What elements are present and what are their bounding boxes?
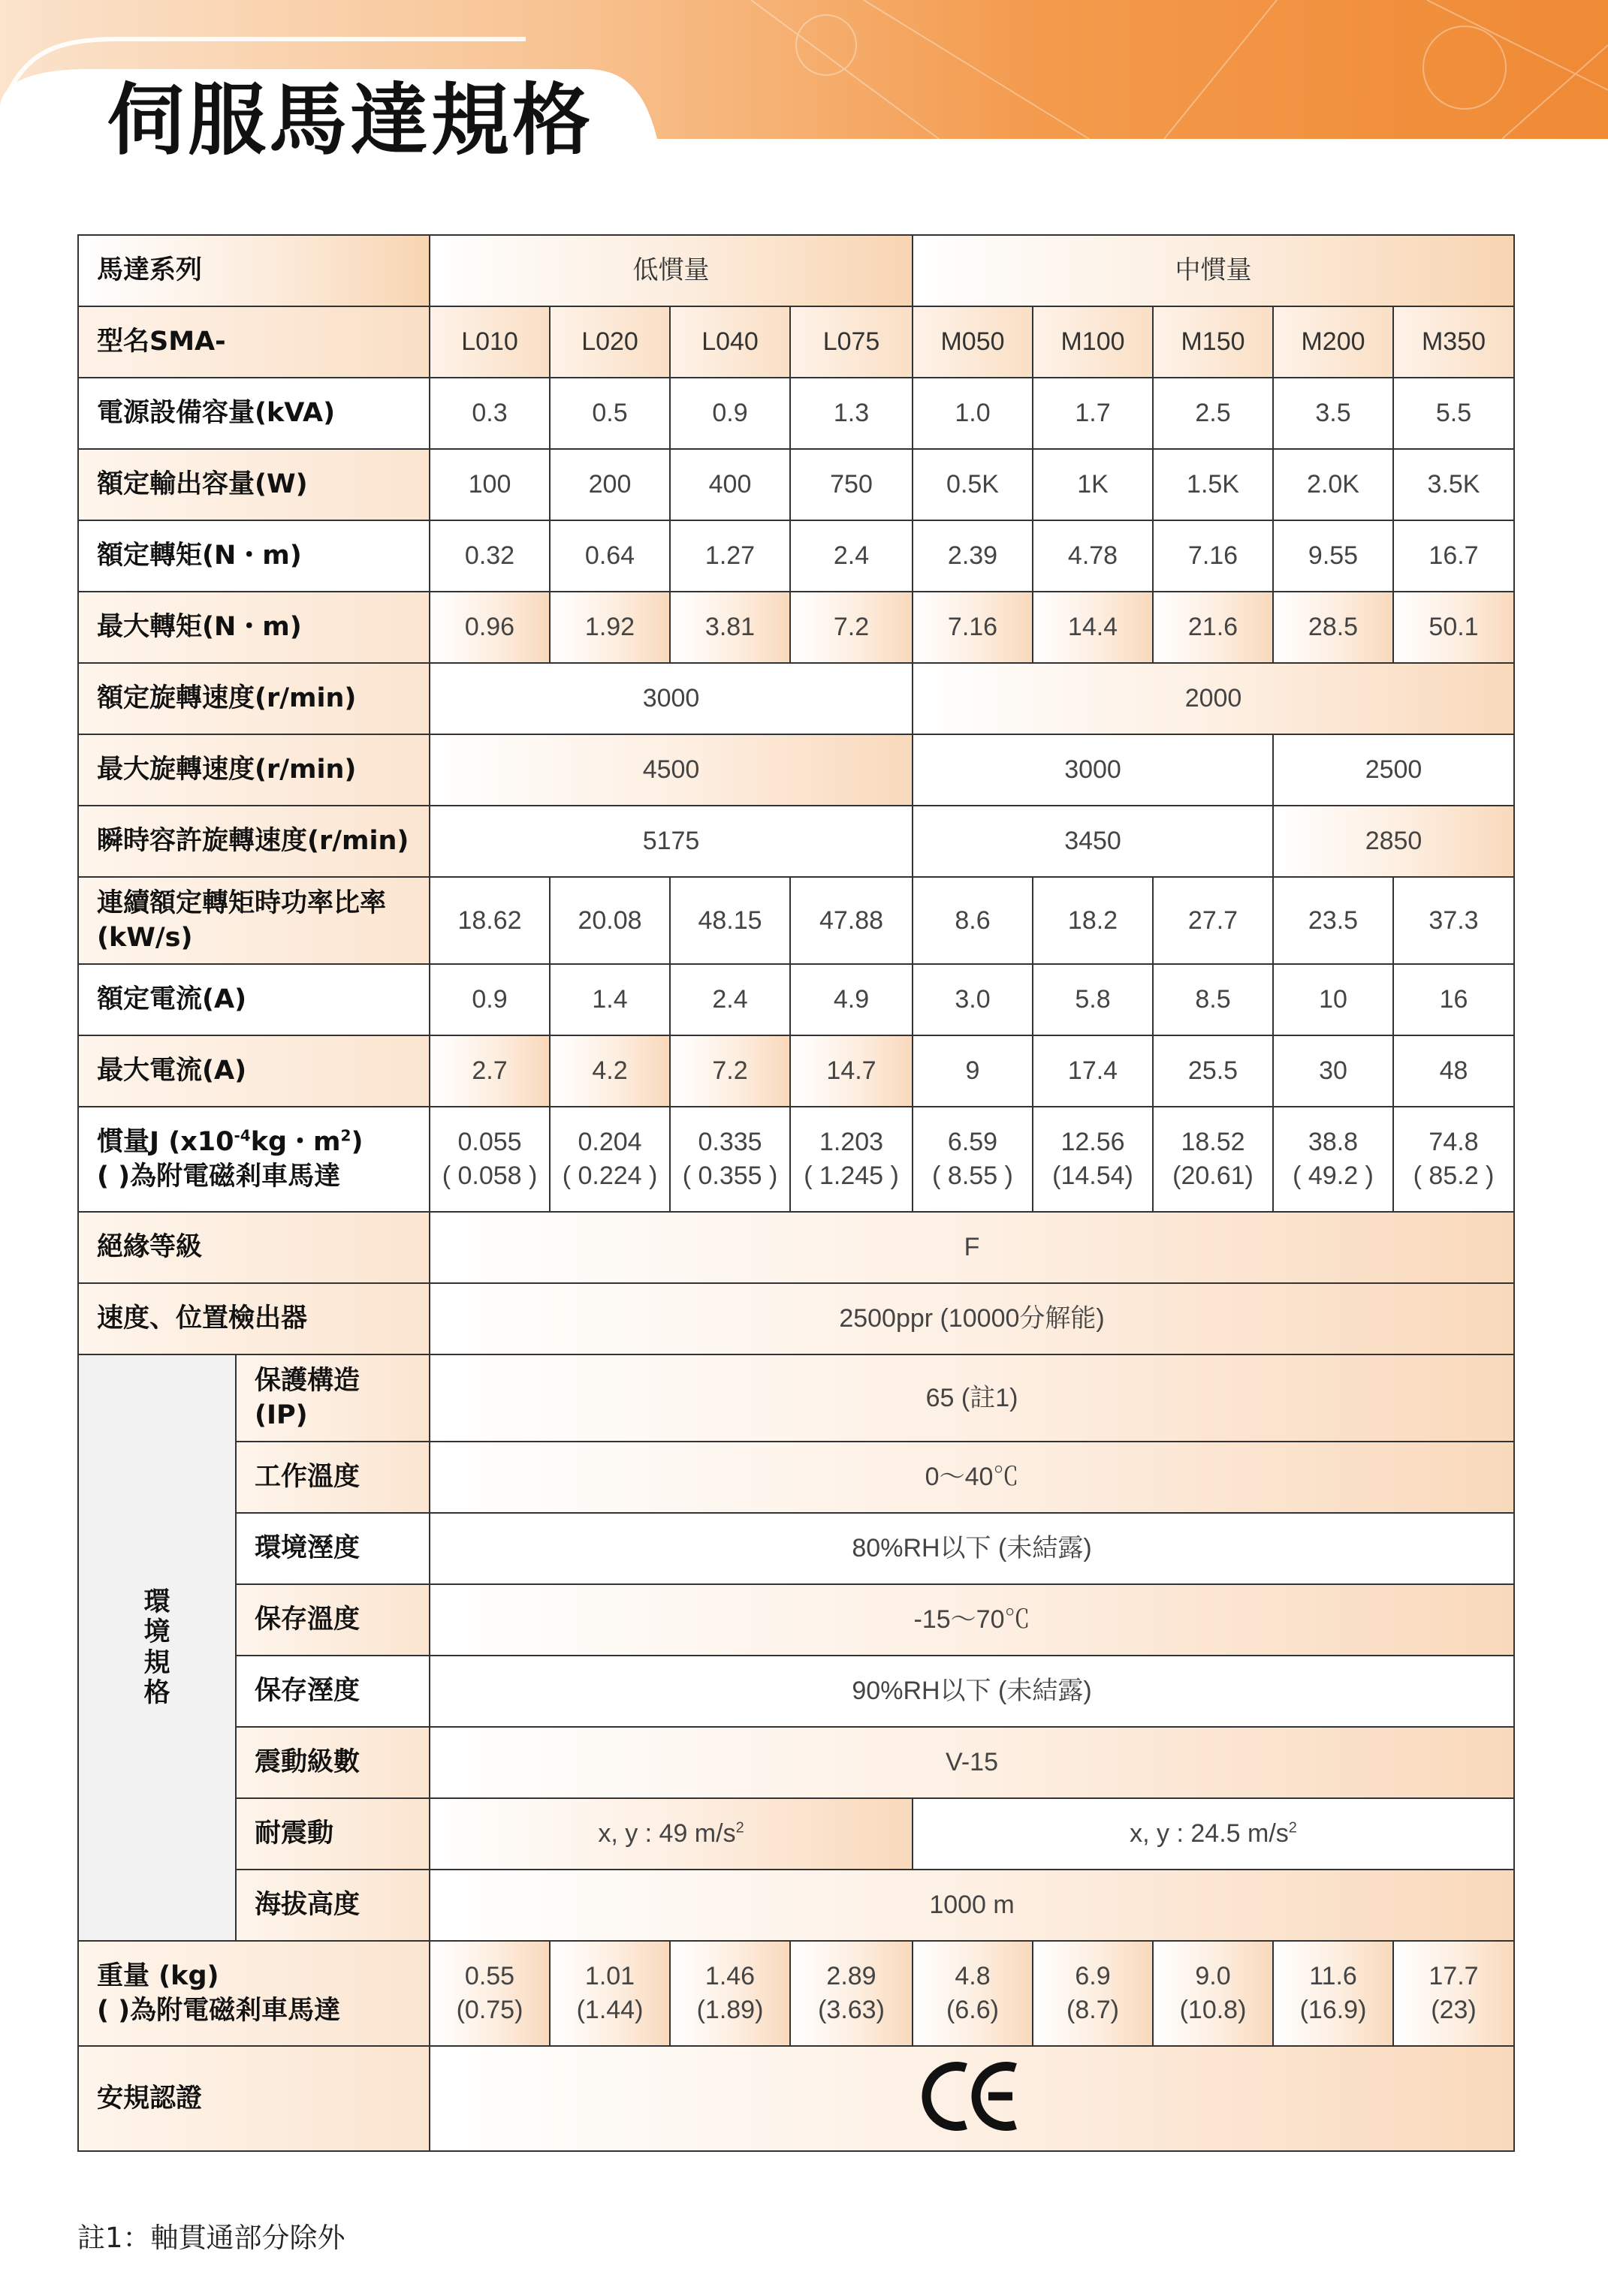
power-rate-label: [78, 877, 430, 964]
max-current-value: 7.2: [670, 1035, 790, 1107]
inertia-value: [913, 1107, 1033, 1212]
power-row: [78, 449, 1514, 520]
vibration-mid-exp: 2: [1288, 1819, 1297, 1836]
model-cell: L075: [790, 306, 913, 378]
power-rate-value: 37.3: [1393, 877, 1514, 964]
current-value: 1.4: [550, 964, 670, 1035]
weight-value: [550, 1941, 670, 2046]
torque-value: 0.64: [550, 520, 670, 592]
weight-brake: (1.44): [576, 1996, 644, 2024]
torque-value: 9.55: [1273, 520, 1393, 592]
torque-value: 1.27: [670, 520, 790, 592]
power-rate-value: 8.6: [913, 877, 1033, 964]
kva-value: 2.5: [1153, 378, 1273, 449]
encoder-label: 速度、位置檢出器: [78, 1283, 430, 1354]
weight-label-line2: ( )為附電磁剎車馬達: [97, 1996, 341, 2026]
max-speed-mid-b: 2500: [1273, 734, 1514, 806]
current-value: 8.5: [1153, 964, 1273, 1035]
inertia-label-pre: 慣量J (x10: [97, 1126, 234, 1157]
torque-value: 7.16: [1153, 520, 1273, 592]
power-value: 2.0K: [1273, 449, 1393, 520]
ce-mark-icon: [919, 2059, 1024, 2134]
humidity-value: 80%RH以下 (未結露): [430, 1513, 1514, 1584]
storage-temp-row: [78, 1584, 1514, 1656]
instant-speed-label: 瞬時容許旋轉速度(r/min): [78, 806, 430, 877]
instant-speed-mid-a: 3450: [913, 806, 1273, 877]
storage-humidity-value: 90%RH以下 (未結露): [430, 1656, 1514, 1727]
current-value: 5.8: [1033, 964, 1153, 1035]
kva-value: 3.5: [1273, 378, 1393, 449]
ip-label-line1: 保護構造: [255, 1365, 361, 1396]
inertia-value: [670, 1107, 790, 1212]
max-current-label: 最大電流(A): [78, 1035, 430, 1107]
kva-value: 1.3: [790, 378, 913, 449]
rated-speed-row: [78, 663, 1514, 734]
torque-label: 額定轉矩(N・m): [78, 520, 430, 592]
ip-label-line2: (IP): [255, 1400, 308, 1430]
inertia-brake: ( 0.355 ): [682, 1162, 778, 1190]
power-value: 1K: [1033, 449, 1153, 520]
page-title: 伺服馬達規格: [107, 74, 594, 166]
instant-speed-mid-b: 2850: [1273, 806, 1514, 877]
max-current-value: 48: [1393, 1035, 1514, 1107]
weight-main: 17.7: [1428, 1962, 1479, 1991]
weight-value: [1393, 1941, 1514, 2046]
inertia-main: 74.8: [1428, 1128, 1479, 1157]
current-value: 4.9: [790, 964, 913, 1035]
max-torque-row: [78, 592, 1514, 663]
inertia-value: [1033, 1107, 1153, 1212]
torque-value: 4.78: [1033, 520, 1153, 592]
inertia-row: [78, 1107, 1514, 1212]
inertia-value: [790, 1107, 913, 1212]
model-cell: M200: [1273, 306, 1393, 378]
torque-value: 16.7: [1393, 520, 1514, 592]
inertia-brake: ( 8.55 ): [932, 1162, 1013, 1190]
torque-row: [78, 520, 1514, 592]
environment-group-text: 環境規格: [143, 1587, 170, 1708]
inertia-brake: ( 0.224 ): [562, 1162, 658, 1190]
vibration-low-exp: 2: [735, 1819, 744, 1836]
inertia-main: 0.204: [578, 1128, 642, 1157]
inertia-value: [1153, 1107, 1273, 1212]
inertia-main: 0.335: [698, 1128, 762, 1157]
weight-brake: (16.9): [1299, 1996, 1367, 2024]
inertia-value: [550, 1107, 670, 1212]
inertia-main: 0.055: [457, 1128, 522, 1157]
inertia-main: 12.56: [1060, 1128, 1125, 1157]
weight-value: [913, 1941, 1033, 2046]
series-mid-inertia: 中慣量: [913, 235, 1514, 306]
model-row: [78, 306, 1514, 378]
power-rate-label-line2: (kW/s): [97, 923, 193, 953]
series-label: 馬達系列: [78, 235, 430, 306]
kva-value: 0.3: [430, 378, 550, 449]
rated-speed-label: 額定旋轉速度(r/min): [78, 663, 430, 734]
weight-main: 1.01: [584, 1962, 635, 1991]
weight-main: 11.6: [1309, 1962, 1357, 1991]
max-torque-label: 最大轉矩(N・m): [78, 592, 430, 663]
torque-value: 2.39: [913, 520, 1033, 592]
vibration-row: [78, 1798, 1514, 1870]
spec-table: [77, 234, 1515, 2152]
weight-main: 1.46: [704, 1962, 756, 1991]
power-rate-label-line1: 連續額定轉矩時功率比率: [97, 887, 387, 918]
footnote: 註1：軸貫通部分除外: [77, 2222, 345, 2254]
weight-brake: (6.6): [946, 1996, 999, 2024]
inertia-label-post: ): [351, 1126, 364, 1157]
kva-value: 0.9: [670, 378, 790, 449]
inertia-value: [430, 1107, 550, 1212]
weight-row: [78, 1941, 1514, 2046]
ip-label: [236, 1354, 430, 1442]
power-value: 0.5K: [913, 449, 1033, 520]
max-current-value: 30: [1273, 1035, 1393, 1107]
current-value: 2.4: [670, 964, 790, 1035]
weight-main: 4.8: [955, 1962, 991, 1991]
inertia-label-line1: [97, 1125, 429, 1159]
weight-value: [1153, 1941, 1273, 2046]
weight-value: [790, 1941, 913, 2046]
max-torque-value: 1.92: [550, 592, 670, 663]
power-rate-value: 18.62: [430, 877, 550, 964]
max-torque-value: 7.16: [913, 592, 1033, 663]
max-speed-low: 4500: [430, 734, 913, 806]
power-value: 200: [550, 449, 670, 520]
kva-value: 1.0: [913, 378, 1033, 449]
model-cell: M100: [1033, 306, 1153, 378]
inertia-brake: ( 1.245 ): [804, 1162, 899, 1190]
max-speed-mid-a: 3000: [913, 734, 1273, 806]
altitude-row: [78, 1870, 1514, 1941]
current-row: [78, 964, 1514, 1035]
weight-brake: (3.63): [818, 1996, 885, 2024]
max-torque-value: 28.5: [1273, 592, 1393, 663]
model-cell: M150: [1153, 306, 1273, 378]
weight-brake: (10.8): [1179, 1996, 1247, 2024]
inertia-main: 1.203: [819, 1128, 884, 1157]
inertia-main: 18.52: [1181, 1128, 1245, 1157]
inertia-brake: (20.61): [1172, 1162, 1254, 1190]
vibration-low: [430, 1798, 913, 1870]
vibration-label: 耐震動: [236, 1798, 430, 1870]
weight-label: [78, 1941, 430, 2046]
inertia-brake: ( 49.2 ): [1293, 1162, 1374, 1190]
max-current-value: 25.5: [1153, 1035, 1273, 1107]
insulation-label: 絕緣等級: [78, 1212, 430, 1283]
weight-brake: (0.75): [456, 1996, 523, 2024]
model-cell: M050: [913, 306, 1033, 378]
current-label: 額定電流(A): [78, 964, 430, 1035]
storage-temp-value: -15～70℃: [430, 1584, 1514, 1656]
power-rate-row: [78, 877, 1514, 964]
storage-temp-label: 保存溫度: [236, 1584, 430, 1656]
weight-main: 9.0: [1195, 1962, 1231, 1991]
power-rate-value: 20.08: [550, 877, 670, 964]
max-speed-label: 最大旋轉速度(r/min): [78, 734, 430, 806]
op-temp-label: 工作溫度: [236, 1442, 430, 1513]
weight-value: [670, 1941, 790, 2046]
storage-humidity-label: 保存溼度: [236, 1656, 430, 1727]
kva-value: 0.5: [550, 378, 670, 449]
max-torque-value: 3.81: [670, 592, 790, 663]
weight-label-line1: 重量 (kg): [97, 1960, 219, 1991]
vibration-low-text: x, y : 49 m/s: [598, 1819, 736, 1849]
power-label: 額定輸出容量(W): [78, 449, 430, 520]
model-cell: L040: [670, 306, 790, 378]
max-current-value: 2.7: [430, 1035, 550, 1107]
op-temp-value: 0～40℃: [430, 1442, 1514, 1513]
inertia-value: [1273, 1107, 1393, 1212]
insulation-row: [78, 1212, 1514, 1283]
power-value: 1.5K: [1153, 449, 1273, 520]
insulation-value: F: [430, 1212, 1514, 1283]
weight-brake: (8.7): [1066, 1996, 1119, 2024]
weight-main: 0.55: [464, 1962, 515, 1991]
torque-value: 0.32: [430, 520, 550, 592]
power-rate-value: 23.5: [1273, 877, 1393, 964]
power-value: 750: [790, 449, 913, 520]
inertia-label-mid: kg・m: [250, 1126, 341, 1157]
inertia-label-exp: -4: [234, 1126, 251, 1145]
kva-label: 電源設備容量(kVA): [78, 378, 430, 449]
max-torque-value: 0.96: [430, 592, 550, 663]
max-current-row: [78, 1035, 1514, 1107]
max-torque-value: 50.1: [1393, 592, 1514, 663]
encoder-value: 2500ppr (10000分解能): [430, 1283, 1514, 1354]
humidity-label: 環境溼度: [236, 1513, 430, 1584]
inertia-value: [1393, 1107, 1514, 1212]
humidity-row: [78, 1513, 1514, 1584]
vibration-mid: [913, 1798, 1514, 1870]
current-value: 3.0: [913, 964, 1033, 1035]
instant-speed-low: 5175: [430, 806, 913, 877]
weight-brake: (1.89): [696, 1996, 764, 2024]
altitude-value: 1000 m: [430, 1870, 1514, 1941]
inertia-brake: (14.54): [1052, 1162, 1133, 1190]
model-cell: L020: [550, 306, 670, 378]
weight-value: [1273, 1941, 1393, 2046]
max-torque-value: 14.4: [1033, 592, 1153, 663]
vibration-class-value: V-15: [430, 1727, 1514, 1798]
instant-speed-row: [78, 806, 1514, 877]
power-rate-value: 47.88: [790, 877, 913, 964]
model-label: 型名SMA-: [78, 306, 430, 378]
inertia-brake: ( 85.2 ): [1413, 1162, 1495, 1190]
power-value: 100: [430, 449, 550, 520]
storage-humidity-row: [78, 1656, 1514, 1727]
inertia-label-line2: ( )為附電磁剎車馬達: [97, 1162, 341, 1192]
max-torque-value: 7.2: [790, 592, 913, 663]
weight-main: 6.9: [1075, 1962, 1111, 1991]
current-value: 10: [1273, 964, 1393, 1035]
cert-label: 安規認證: [78, 2046, 430, 2151]
series-row: [78, 235, 1514, 306]
inertia-label-exp2: 2: [340, 1126, 351, 1145]
power-value: 3.5K: [1393, 449, 1514, 520]
max-current-value: 9: [913, 1035, 1033, 1107]
power-rate-value: 48.15: [670, 877, 790, 964]
inertia-main: 6.59: [947, 1128, 998, 1157]
weight-value: [430, 1941, 550, 2046]
model-cell: L010: [430, 306, 550, 378]
inertia-main: 38.8: [1308, 1128, 1359, 1157]
environment-group-label: [78, 1354, 236, 1941]
torque-value: 2.4: [790, 520, 913, 592]
encoder-row: [78, 1283, 1514, 1354]
max-current-value: 14.7: [790, 1035, 913, 1107]
weight-value: [1033, 1941, 1153, 2046]
power-rate-value: 27.7: [1153, 877, 1273, 964]
max-speed-row: [78, 734, 1514, 806]
rated-speed-mid: 2000: [913, 663, 1514, 734]
inertia-brake: ( 0.058 ): [442, 1162, 538, 1190]
max-current-value: 17.4: [1033, 1035, 1153, 1107]
current-value: 16: [1393, 964, 1514, 1035]
power-rate-value: 18.2: [1033, 877, 1153, 964]
weight-brake: (23): [1431, 1996, 1477, 2024]
ip-value: 65 (註1): [430, 1354, 1514, 1442]
model-cell: M350: [1393, 306, 1514, 378]
cert-row: [78, 2046, 1514, 2151]
ip-row: [78, 1354, 1514, 1442]
op-temp-row: [78, 1442, 1514, 1513]
vibration-class-row: [78, 1727, 1514, 1798]
series-low-inertia: 低慣量: [430, 235, 913, 306]
vibration-mid-text: x, y : 24.5 m/s: [1130, 1819, 1289, 1849]
cert-value: [430, 2046, 1514, 2151]
current-value: 0.9: [430, 964, 550, 1035]
max-current-value: 4.2: [550, 1035, 670, 1107]
kva-row: [78, 378, 1514, 449]
inertia-label: [78, 1107, 430, 1212]
altitude-label: 海拔高度: [236, 1870, 430, 1941]
max-torque-value: 21.6: [1153, 592, 1273, 663]
rated-speed-low: 3000: [430, 663, 913, 734]
vibration-class-label: 震動級數: [236, 1727, 430, 1798]
power-value: 400: [670, 449, 790, 520]
weight-main: 2.89: [826, 1962, 876, 1991]
kva-value: 1.7: [1033, 378, 1153, 449]
kva-value: 5.5: [1393, 378, 1514, 449]
